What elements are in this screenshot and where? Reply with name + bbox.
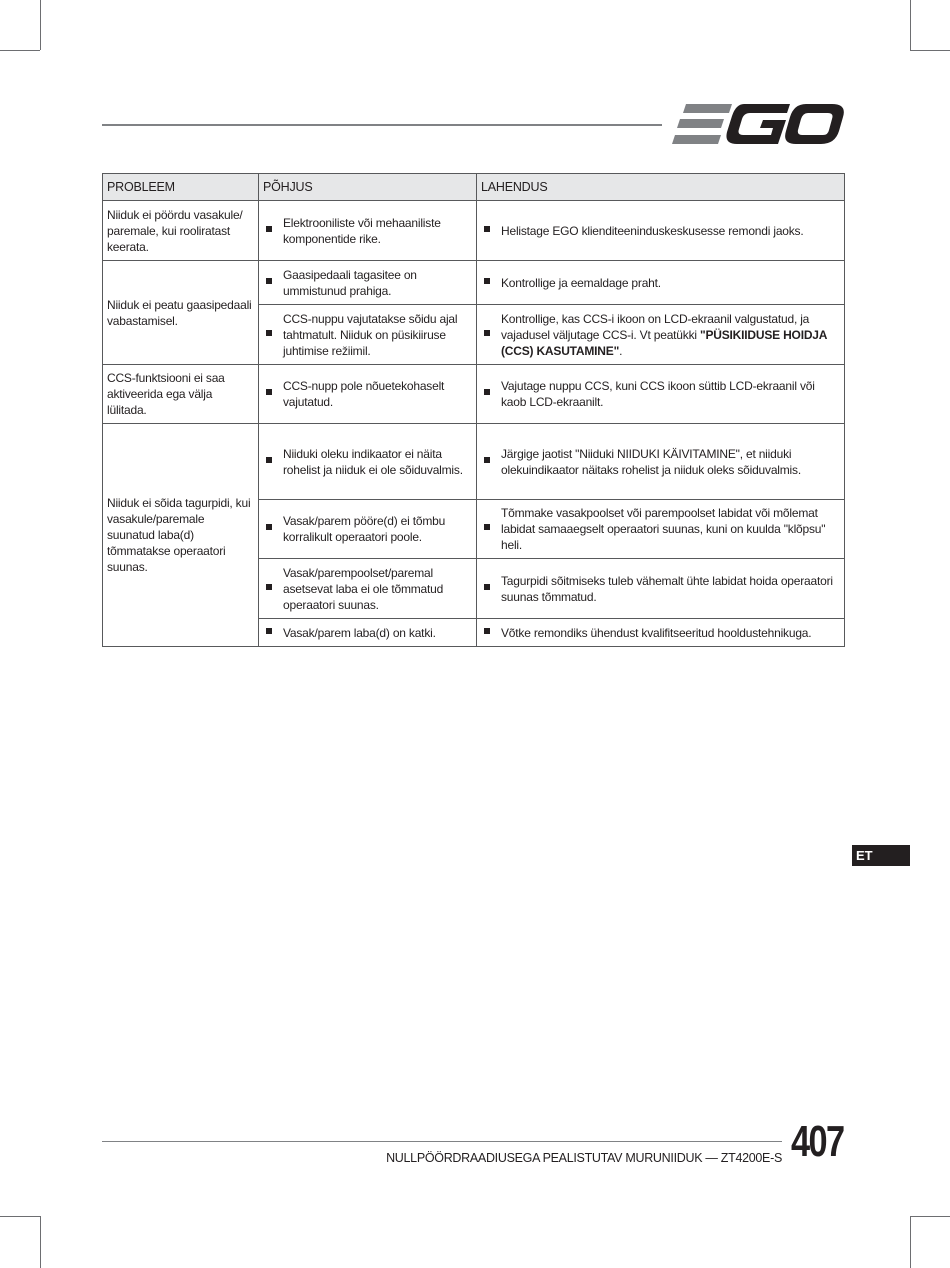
table-row	[103, 201, 845, 261]
cause-cell: Vasak/parem pööre(d) ei tõmbu korralikult operaatori poole.	[259, 500, 477, 559]
footer-rule	[102, 1141, 782, 1142]
header-rule	[102, 124, 662, 126]
header-cause: PÕHJUS	[259, 174, 477, 201]
problem-cell: Niiduk ei peatu gaasipedaali vabastamisel.	[103, 261, 259, 365]
solution-text: Kontrollige, kas CCS-i ikoon on LCD-ekraanil valgustatud, ja vajadusel väljutage CCS-i. Vt peatükki	[501, 311, 810, 342]
table-row	[103, 261, 845, 305]
language-tab: ET	[852, 845, 910, 866]
cause-cell: Gaasipedaali tagasitee on ummistunud prahiga.	[259, 261, 477, 305]
header-problem: PROBLEEM	[103, 174, 259, 201]
troubleshooting-table	[102, 173, 845, 647]
cause-cell: Vasak/parempoolset/paremal asetsevat laba ei ole tõmmatud operaatori suunas.	[259, 559, 477, 619]
solution-cell: Võtke remondiks ühendust kvalifitseeritud hooldustehnikuga.	[477, 619, 845, 647]
cause-cell: CCS-nuppu vajutatakse sõidu ajal tahtmatult. Niiduk on püsikiiruse juhtimise režiimil.	[259, 305, 477, 365]
problem-cell: Niiduk ei pöördu vasakule/ paremale, kui rooliratast keerata.	[103, 201, 259, 261]
crop-mark	[910, 50, 950, 51]
table-row	[103, 424, 845, 500]
crop-mark	[910, 1216, 950, 1217]
cause-cell: Vasak/parem laba(d) on katki.	[259, 619, 477, 647]
solution-cell: Tõmmake vasakpoolset või parempoolset labidat või mõlemat labidat samaaegselt operaatori suunas, kuni on kuulda "klõpsu" heli.	[477, 500, 845, 559]
crop-mark	[0, 1216, 40, 1217]
solution-cell	[477, 305, 845, 365]
solution-cell: Järgige jaotist "Niiduki NIIDUKI KÄIVITAMINE", et niiduki olekuindikaator näitaks rohelist ja niiduk oleks sõiduvalmis.	[477, 424, 845, 500]
header-solution: LAHENDUS	[477, 174, 845, 201]
solution-cell: Vajutage nuppu CCS, kuni CCS ikoon süttib LCD-ekraanil või kaob LCD-ekraanilt.	[477, 365, 845, 424]
solution-cell: Tagurpidi sõitmiseks tuleb vähemalt ühte labidat hoida operaatori suunas tõmmatud.	[477, 559, 845, 619]
section-reference: "PÜSIKIIDUSE HOIDJA (CCS) KASUTAMINE"	[501, 327, 827, 358]
cause-cell: Elektrooniliste või mehaaniliste komponentide rike.	[259, 201, 477, 261]
crop-mark	[0, 50, 40, 51]
table-row	[103, 365, 845, 424]
cause-cell: CCS-nupp pole nõuetekohaselt vajutatud.	[259, 365, 477, 424]
cause-cell: Niiduki oleku indikaator ei näita rohelist ja niiduk ei ole sõiduvalmis.	[259, 424, 477, 500]
ego-logo	[672, 104, 844, 144]
crop-mark	[910, 0, 911, 50]
page-number: 407	[791, 1117, 844, 1166]
crop-mark	[40, 1216, 41, 1268]
problem-cell: Niiduk ei sõida tagurpidi, kui vasakule/paremale suunatud laba(d) tõmmatakse operaatori suunas.	[103, 424, 259, 647]
table-header-row	[103, 174, 845, 201]
solution-text-end: .	[619, 343, 623, 358]
footer-title: NULLPÖÖRDRAADIUSEGA PEALISTUTAV MURUNIIDUK — ZT4200E-S	[386, 1151, 782, 1165]
solution-cell: Kontrollige ja eemaldage praht.	[477, 261, 845, 305]
problem-cell: CCS-funktsiooni ei saa aktiveerida ega välja lülitada.	[103, 365, 259, 424]
crop-mark	[40, 0, 41, 50]
solution-cell: Helistage EGO klienditeeninduskeskusesse remondi jaoks.	[477, 201, 845, 261]
crop-mark	[910, 1216, 911, 1268]
